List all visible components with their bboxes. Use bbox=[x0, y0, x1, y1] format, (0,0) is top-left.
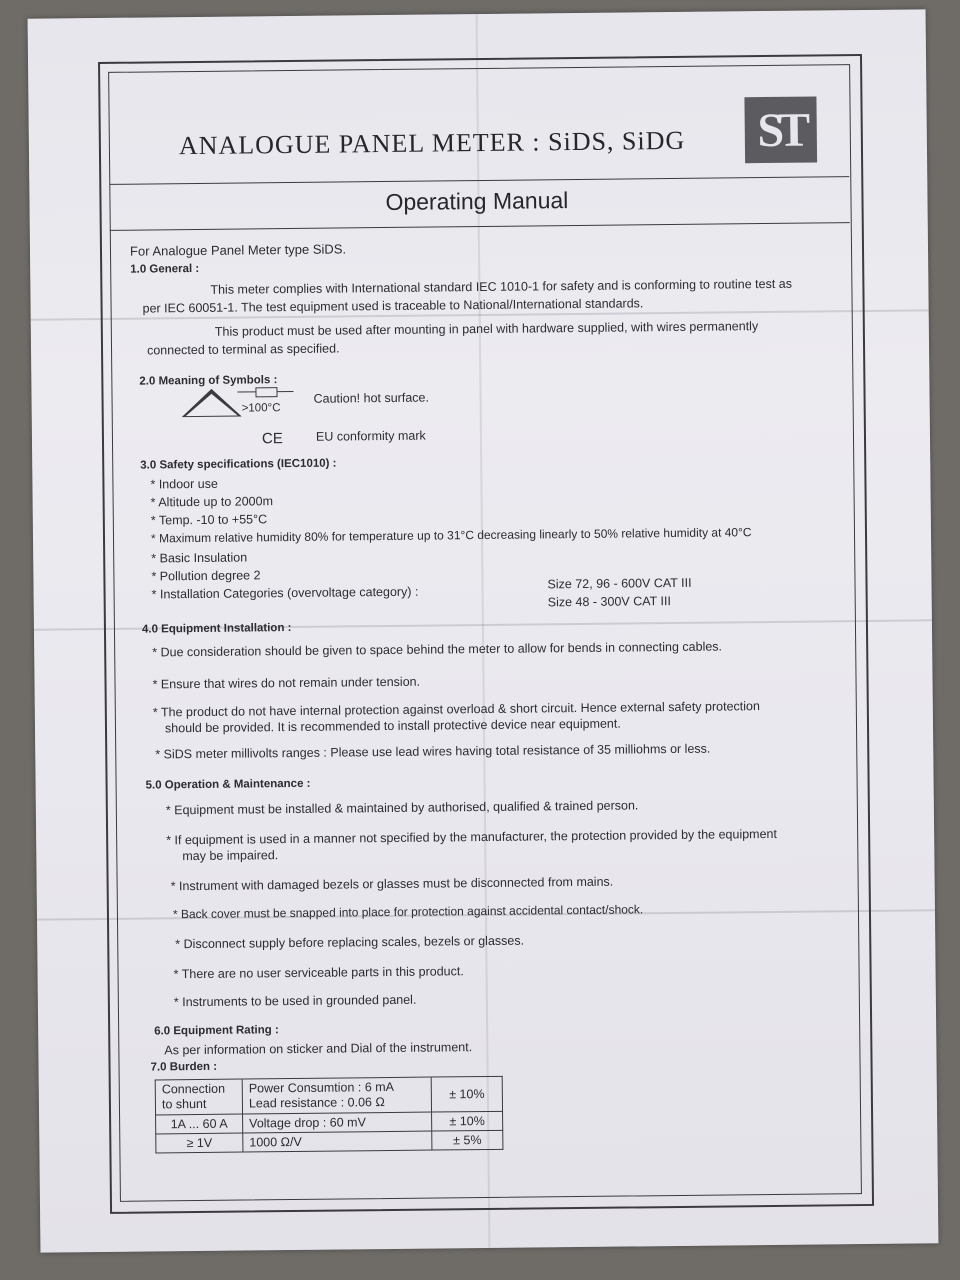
list-item: * Basic Insulation bbox=[151, 550, 247, 565]
list-item: * Altitude up to 2000m bbox=[151, 494, 273, 509]
cell-text: 1A ... 60 A bbox=[170, 1116, 228, 1132]
cell-text: ± 5% bbox=[453, 1133, 482, 1148]
table-cell bbox=[243, 1131, 432, 1152]
section-heading-rating: 6.0 Equipment Rating : bbox=[154, 1024, 279, 1038]
cell-text: ± 10% bbox=[449, 1087, 485, 1102]
eu-conformity-label: EU conformity mark bbox=[315, 428, 426, 444]
hot-surface-icon-inner bbox=[186, 394, 238, 417]
list-item: * Instruments to be used in grounded panel. bbox=[174, 993, 417, 1010]
category-value: Size 72, 96 - 600V CAT III bbox=[547, 575, 692, 592]
list-item: * Equipment must be installed & maintained by authorised, qualified & trained person. bbox=[166, 798, 639, 817]
list-item: * Indoor use bbox=[150, 477, 218, 492]
list-item: * Instrument with damaged bezels or glasses must be disconnected from mains. bbox=[171, 875, 614, 894]
section-heading-installation: 4.0 Equipment Installation : bbox=[141, 622, 292, 636]
cell-text: Connection bbox=[161, 1081, 226, 1097]
burden-table bbox=[155, 1076, 504, 1154]
general-text: connected to terminal as specified. bbox=[146, 341, 340, 358]
table-cell bbox=[432, 1130, 503, 1150]
list-item: * SiDS meter millivolts ranges : Please use lead wires having total resistance of 35 milliohms or less. bbox=[155, 742, 710, 762]
category-value: Size 48 - 300V CAT III bbox=[547, 594, 671, 610]
list-item-continuation: may be impaired. bbox=[182, 848, 279, 864]
rating-text: As per information on sticker and Dial of the instrument. bbox=[164, 1040, 473, 1058]
table-cell bbox=[242, 1077, 431, 1114]
list-item: * Pollution degree 2 bbox=[151, 568, 260, 583]
general-text: per IEC 60051-1. The test equipment used is traceable to National/International standards. bbox=[142, 296, 644, 316]
temp-label: >100°C bbox=[241, 402, 281, 415]
list-item: * The product do not have internal protection against overload & short circuit. Hence external safety protection bbox=[153, 699, 760, 719]
section-heading-operation: 5.0 Operation & Maintenance : bbox=[145, 777, 311, 792]
table-cell bbox=[432, 1111, 503, 1131]
page-title: ANALOGUE PANEL METER : SiDS, SiDG bbox=[178, 125, 686, 161]
section-heading-burden: 7.0 Burden : bbox=[150, 1060, 218, 1074]
table-cell bbox=[156, 1114, 243, 1134]
list-item: * Disconnect supply before replacing scales, bezels or glasses. bbox=[175, 934, 524, 952]
general-text: This meter complies with International standard IEC 1010-1 for safety and is conforming to routine test as bbox=[210, 276, 793, 297]
ce-mark-icon: CE bbox=[261, 430, 283, 448]
table-cell bbox=[155, 1079, 242, 1115]
section-heading-general: 1.0 General : bbox=[130, 262, 200, 276]
table-row bbox=[156, 1130, 503, 1153]
table-cell bbox=[243, 1112, 432, 1133]
cell-text: Power Consumtion : 6 mA bbox=[248, 1079, 395, 1096]
cell-text: ≥ 1V bbox=[186, 1135, 213, 1151]
cell-text: Lead resistance : 0.06 Ω bbox=[248, 1095, 385, 1111]
list-item: * Due consideration should be given to space behind the meter to allow for bends in connecting cables. bbox=[152, 639, 722, 659]
list-item: * Temp. -10 to +55°C bbox=[151, 512, 267, 527]
list-item: * There are no user serviceable parts in this product. bbox=[174, 964, 464, 981]
section-heading-symbols: 2.0 Meaning of Symbols : bbox=[139, 374, 278, 388]
table-row bbox=[155, 1076, 502, 1115]
intro-text: For Analogue Panel Meter type SiDS. bbox=[129, 241, 347, 259]
list-item: * If equipment is used in a manner not specified by the manufacturer, the protection provided by the equipment bbox=[166, 827, 777, 847]
section-heading-safety: 3.0 Safety specifications (IEC1010) : bbox=[140, 457, 337, 472]
list-item: * Installation Categories (overvoltage category) : bbox=[152, 585, 419, 602]
list-item: * Maximum relative humidity 80% for temperature up to 31°C decreasing linearly to 50% relative humidity at 40°C bbox=[151, 525, 752, 545]
table-cell bbox=[431, 1076, 502, 1112]
table-cell bbox=[156, 1133, 243, 1153]
general-text: This product must be used after mounting in panel with hardware supplied, with wires permanently bbox=[214, 319, 759, 339]
resistor-icon bbox=[237, 387, 293, 398]
cell-text: ± 10% bbox=[449, 1114, 485, 1129]
manual-sheet bbox=[28, 9, 939, 1252]
cell-text: to shunt bbox=[161, 1096, 207, 1112]
brand-logo: ST bbox=[744, 96, 817, 163]
cell-text: Voltage drop : 60 mV bbox=[249, 1115, 366, 1131]
list-item: * Back cover must be snapped into place for protection against accidental contact/shock. bbox=[173, 902, 643, 921]
list-item-continuation: should be provided. It is recommended to install protective device near equipment. bbox=[164, 716, 621, 736]
cell-text: 1000 Ω/V bbox=[249, 1134, 302, 1150]
hot-surface-label: Caution! hot surface. bbox=[313, 390, 429, 406]
page-subtitle: Operating Manual bbox=[385, 187, 569, 215]
list-item: * Ensure that wires do not remain under tension. bbox=[152, 675, 420, 692]
